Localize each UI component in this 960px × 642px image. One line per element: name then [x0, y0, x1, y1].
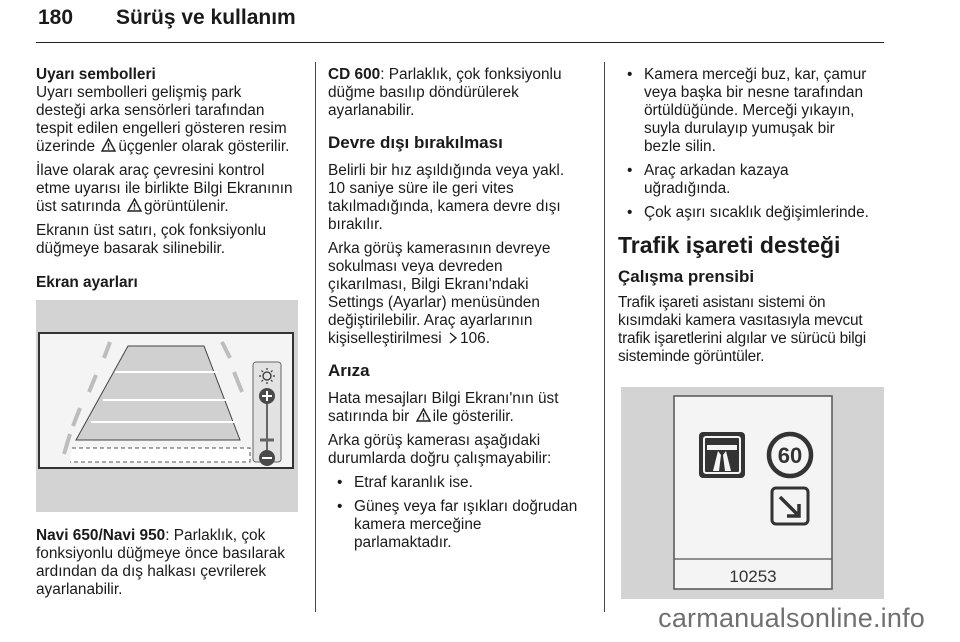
camera-display-illustration: [36, 300, 298, 512]
paragraph-cd600: CD 600: Parlaklık, çok fonksiyonlu düğme basılıp döndürülerek ayarlanabilir.: [328, 66, 562, 119]
direction-arrow-sign-icon: [772, 488, 808, 524]
column-3: [618, 66, 890, 372]
page-title: Sürüş ve kullanım: [116, 6, 296, 29]
paragraph-disable-2: Arka görüş kamerasının devreye sokulması veya devreden çıkarılması, Bilgi Ekranı'ndaki Settings (Ayarlar) menüsünden değiştirilebilir. Araç ayarlarının kişiselleştirilmesi 106.: [328, 240, 551, 347]
paragraph-disable-1: Belirli bir hız aşıldığında veya yakl. 10 saniye süre ile geri vites takılmadığında, kamera devre dışı bırakılır.: [328, 162, 565, 233]
heading-disable: Devre dışı bırakılması: [328, 133, 503, 152]
heading-display-settings: Ekran ayarları: [36, 274, 138, 291]
paragraph-fault-2: Arka görüş kamerası aşağıdaki durumlarda doğru çalışmayabilir:: [328, 432, 552, 467]
paragraph-traffic-sign: Trafik işareti asistanı sistemi ön kısımdaki kamera vasıtasıyla mevcut trafik işaretlerini algılar ve sürücü bilgi sisteminde görüntüler.: [618, 294, 867, 365]
column-divider-2: [604, 62, 605, 612]
warning-triangle-icon: [127, 198, 142, 212]
heading-fault: Arıza: [328, 361, 370, 380]
speed-limit-value: 60: [777, 443, 803, 468]
figure-number: 10253: [729, 567, 777, 586]
bullet-sunlight: • Güneş veya far ışıkları doğrudan kamera merceğine parlamaktadır.: [328, 498, 598, 552]
column-2: [328, 66, 598, 558]
bumper-zone: [70, 448, 250, 462]
traffic-sign-illustration: [621, 387, 884, 599]
warning-triangle-icon: [101, 138, 116, 152]
heading-warning-symbols: Uyarı sembolleri: [36, 66, 156, 83]
subsection-title: Çalışma prensibi: [618, 267, 755, 286]
paragraph-navi: Navi 650/Navi 950: Parlaklık, çok fonksiyonlu düğmeye önce basılarak ardından da dış halkası çevrilerek ayarlanabilir.: [36, 527, 285, 598]
warning-triangle-icon: [416, 408, 431, 422]
motorway-sign-icon: [699, 432, 745, 478]
paragraph-warning-symbols: Uyarı sembolleri gelişmiş park desteği arka sensörleri tarafından tespit edilen engelleri gösteren resim üzerinde üçgenler olarak gösterilir.: [36, 84, 290, 155]
bullet-lens-covered: • Kamera merceği buz, kar, çamur veya başka bir nesne tarafından örtüldüğünde. Merceği yıkayın, suyla durulayıp yumuşak bir bezle silin.: [618, 66, 890, 156]
page-reference-arrow-icon: [448, 332, 458, 344]
bullet-dark: • Etraf karanlık ise.: [328, 474, 598, 492]
cd600-label: CD 600: [328, 66, 381, 83]
column-divider-1: [315, 62, 316, 612]
column-1-lower: [36, 527, 304, 605]
paragraph-fault-1: Hata mesajları Bilgi Ekranı'nın üst satırında bir ile gösterilir.: [328, 390, 559, 425]
speed-limit-sign-icon: [769, 434, 811, 476]
column-1: [36, 66, 304, 298]
section-title: Trafik işareti desteği: [618, 232, 841, 258]
watermark: carmanualsonline.info: [658, 603, 925, 633]
traffic-sign-figure: [621, 387, 884, 599]
page-number: 180: [38, 6, 74, 29]
header-rule: [36, 42, 884, 43]
bullet-accident: • Araç arkadan kazaya uğradığında.: [618, 162, 890, 198]
paragraph-additional-warning: İlave olarak araç çevresini kontrol etme uyarısı ile birlikte Bilgi Ekranının üst satırında görüntülenir.: [36, 162, 293, 215]
camera-display-figure: [36, 300, 298, 512]
paragraph-clear-line: Ekranın üst satırı, çok fonksiyonlu düğmeye basarak silinebilir.: [36, 222, 267, 257]
bullet-temperature: • Çok aşırı sıcaklık değişimlerinde.: [618, 204, 890, 222]
navi-label: Navi 650/Navi 950: [36, 527, 166, 544]
